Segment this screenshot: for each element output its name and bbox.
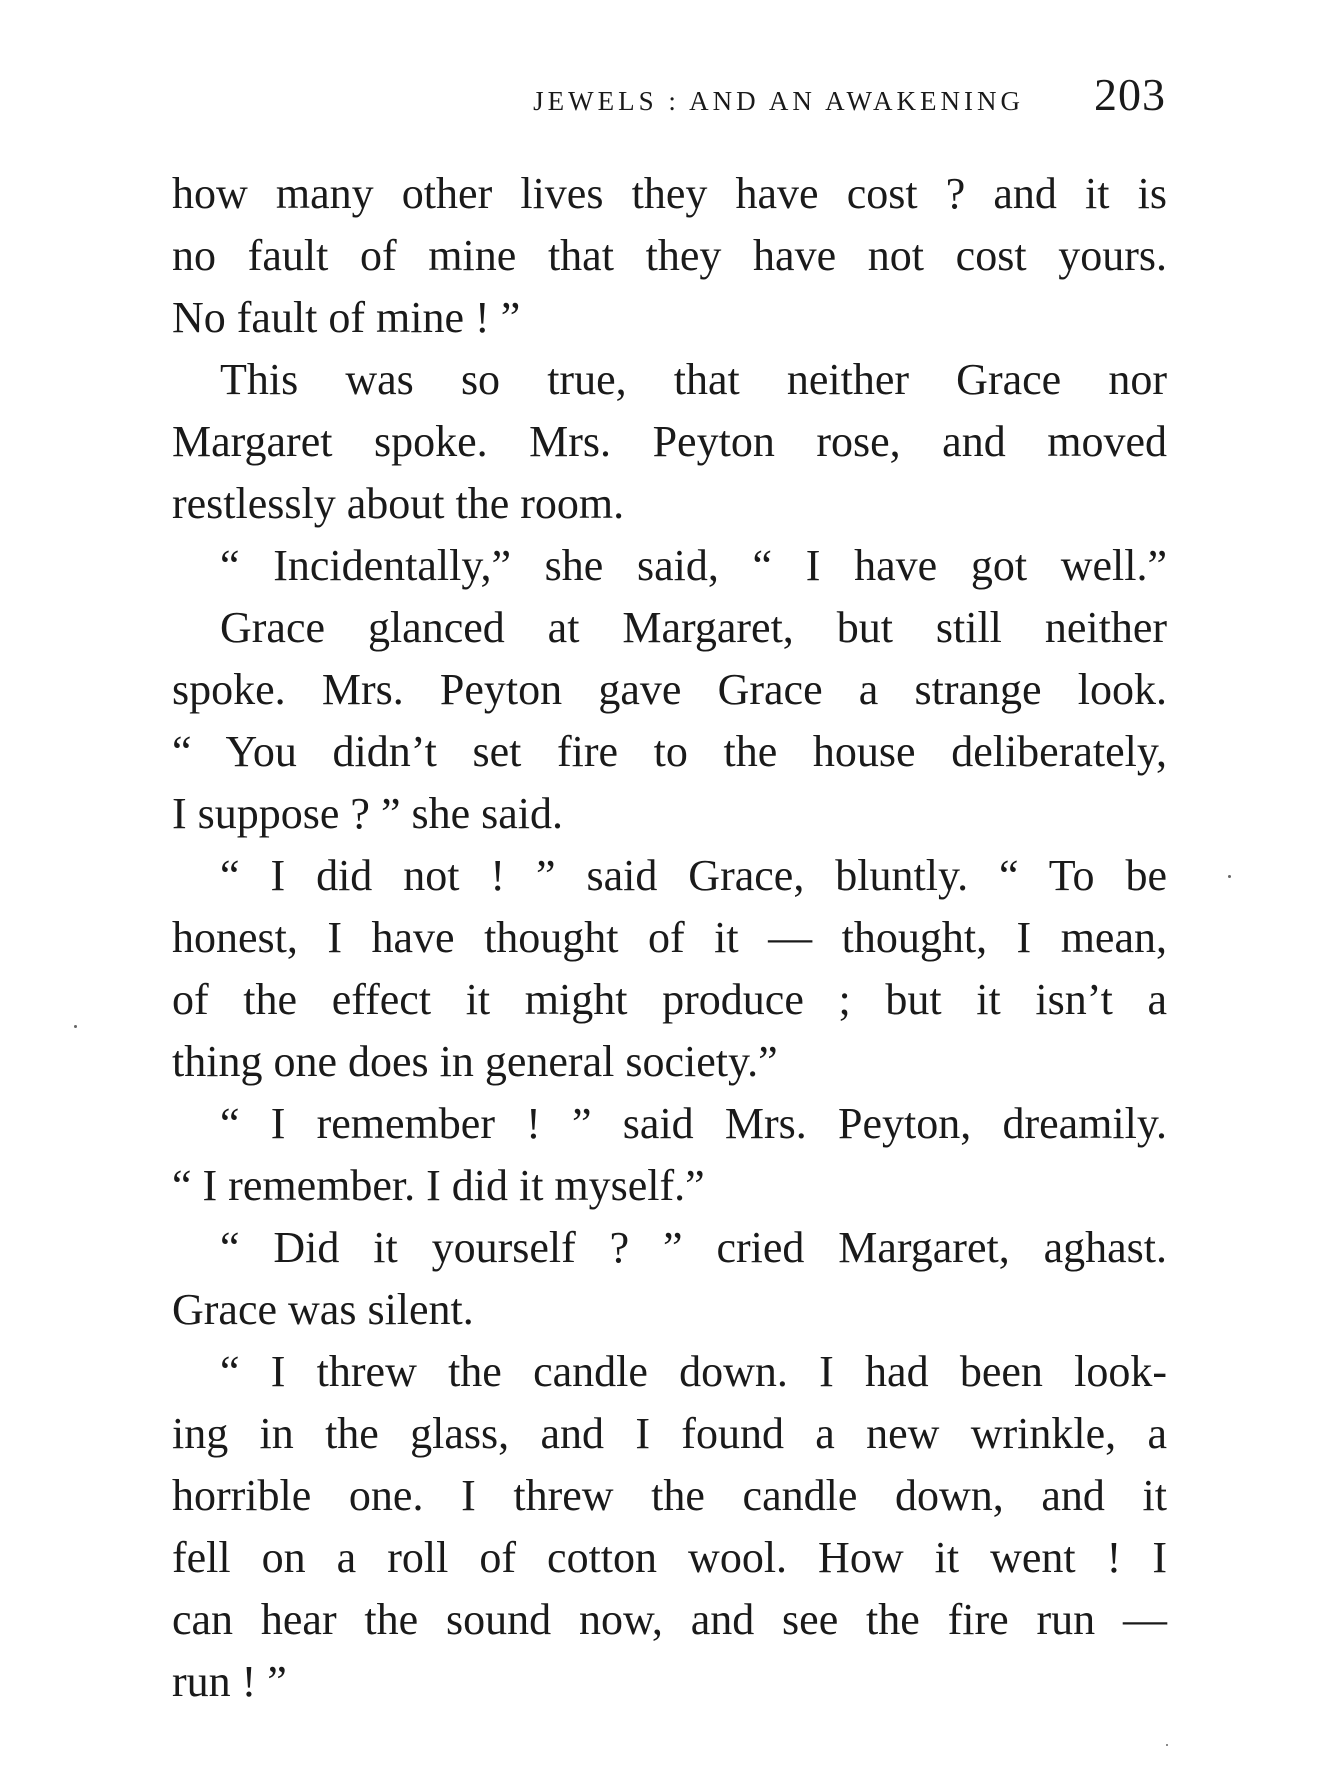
text-line: fell on a roll of cotton wool. How it went ! I <box>172 1533 1167 1582</box>
text-line: Grace was silent. <box>172 1285 474 1334</box>
text-line: thing one does in general society.” <box>172 1037 778 1086</box>
text-line: Margaret spoke. Mrs. Peyton rose, and moved <box>172 417 1167 466</box>
text-line: run ! ” <box>172 1657 287 1706</box>
page-speck <box>1166 1744 1168 1746</box>
text-line: “ Did it yourself ? ” cried Margaret, aghast. <box>220 1223 1167 1272</box>
text-line: how many other lives they have cost ? and it is <box>172 169 1167 218</box>
page-speck <box>74 1025 77 1028</box>
text-line: ing in the glass, and I found a new wrinkle, a <box>172 1409 1167 1458</box>
text-line: no fault of mine that they have not cost yours. <box>172 231 1167 280</box>
text-line: honest, I have thought of it — thought, I mean, <box>172 913 1167 962</box>
text-line: “ Incidentally,” she said, “ I have got well.” <box>220 541 1167 590</box>
page-speck <box>1228 875 1231 878</box>
text-line: “ You didn’t set fire to the house deliberately, <box>172 727 1167 776</box>
text-line: No fault of mine ! ” <box>172 293 521 342</box>
text-line: Grace glanced at Margaret, but still neither <box>220 603 1167 652</box>
text-line: of the effect it might produce ; but it isn’t a <box>172 975 1167 1024</box>
text-line: spoke. Mrs. Peyton gave Grace a strange look. <box>172 665 1167 714</box>
text-line: horrible one. I threw the candle down, and it <box>172 1471 1167 1520</box>
text-line: restlessly about the room. <box>172 479 625 528</box>
running-head <box>170 68 1166 128</box>
text-line: “ I remember. I did it myself.” <box>172 1161 705 1210</box>
text-line: “ I did not ! ” said Grace, bluntly. “ To be <box>220 851 1167 900</box>
text-line: “ I remember ! ” said Mrs. Peyton, dreamily. <box>220 1099 1167 1148</box>
text-line: This was so true, that neither Grace nor <box>220 355 1167 404</box>
running-title: JEWELS : AND AN AWAKENING <box>533 86 1024 116</box>
page-number: 203 <box>1094 69 1166 120</box>
text-line: can hear the sound now, and see the fire run — <box>172 1595 1167 1644</box>
text-line: “ I threw the candle down. I had been look- <box>220 1347 1167 1396</box>
text-line: I suppose ? ” she said. <box>172 789 564 838</box>
body-text <box>172 163 1167 1713</box>
